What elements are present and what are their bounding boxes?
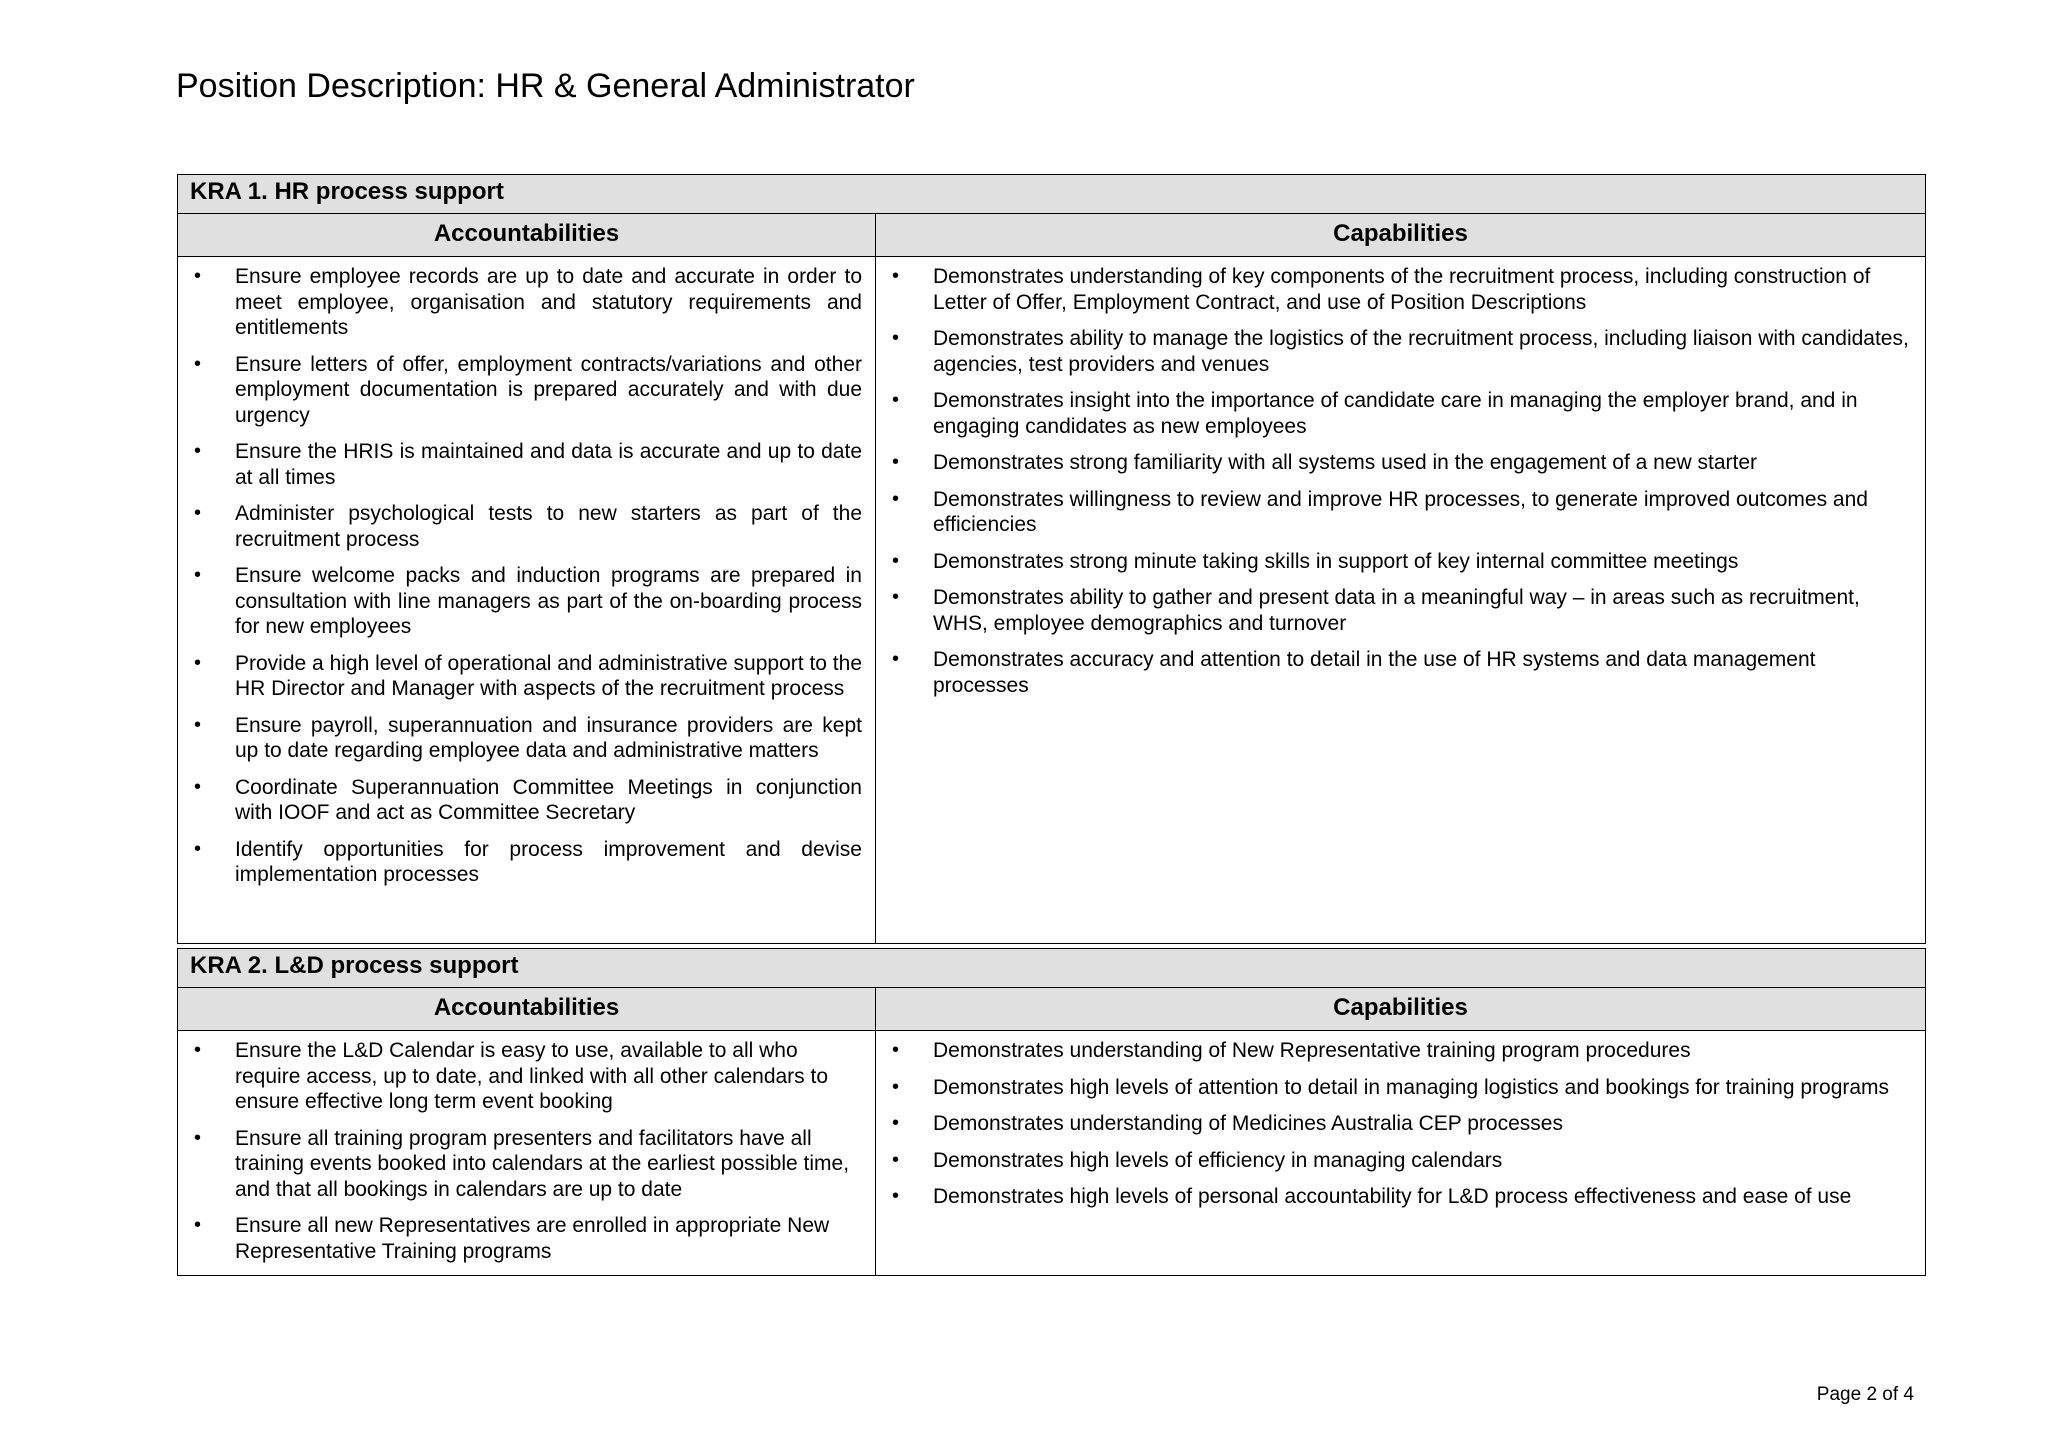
kra-2-capability-item xyxy=(877,1148,1912,1174)
kra-1-accountability-item-text: Ensure welcome packs and induction programs are prepared in consultation with line managers as part of the on-boarding process for new employees xyxy=(235,564,862,638)
kra-1-capability-item-text: Demonstrates willingness to review and improve HR processes, to generate improved outcomes and efficiencies xyxy=(933,487,1868,536)
bullet-icon: • xyxy=(892,451,900,473)
kra-2-capability-item xyxy=(877,1111,1912,1137)
kra-1-accountability-item xyxy=(179,775,862,826)
kra-2-capabilities-header: Capabilities xyxy=(876,988,1926,1031)
bullet-icon: • xyxy=(892,1075,900,1098)
bullet-icon: • xyxy=(892,487,900,510)
kra-1-capabilities-header: Capabilities xyxy=(876,214,1926,257)
kra-1-capability-item xyxy=(877,647,1912,698)
kra-2-accountability-item-text: Ensure all new Representatives are enrolled in appropriate New Representative Training programs xyxy=(235,1214,830,1263)
kra-1-capability-item xyxy=(877,450,1912,476)
kra-1-capabilities-list xyxy=(877,258,1924,708)
kra-1-accountability-item-text: Ensure the HRIS is maintained and data is accurate and up to date at all times xyxy=(235,440,862,489)
kra-1-capability-item-text: Demonstrates insight into the importance of candidate care in managing the employer brand, and in engaging candidates as new employees xyxy=(933,389,1858,438)
bullet-icon: • xyxy=(194,837,202,860)
bullet-icon: • xyxy=(892,549,900,572)
kra-1-accountabilities-header: Accountabilities xyxy=(178,214,876,257)
kra-1-capability-item-text: Demonstrates ability to manage the logistics of the recruitment process, including liaison with candidates, agencies, test providers and venues xyxy=(933,327,1909,376)
kra-2-accountabilities-list xyxy=(179,1032,874,1274)
kra-2-table xyxy=(177,948,1926,1276)
kra-1-accountabilities-list xyxy=(179,258,874,898)
kra-2-accountabilities-header: Accountabilities xyxy=(178,988,876,1031)
bullet-icon: • xyxy=(892,586,900,608)
kra-2-accountability-item-text: Ensure the L&D Calendar is easy to use, available to all who require access, up to date, and linked with all other calendars to ensure effective long term event booking xyxy=(235,1039,829,1113)
kra-2-accountability-item xyxy=(179,1038,862,1115)
kra-1-accountability-item xyxy=(179,651,862,702)
kra-1-accountability-item xyxy=(179,352,862,429)
bullet-icon: • xyxy=(892,1112,900,1134)
kra-1-capability-item xyxy=(877,487,1912,538)
kra-2-accountability-item-text: Ensure all training program presenters and facilitators have all training events booked into calendars at the earliest possible time, and that all bookings in calendars are up to date xyxy=(235,1126,850,1201)
bullet-icon: • xyxy=(892,1039,900,1061)
kra-1-capability-item xyxy=(877,549,1912,575)
kra-2-capability-item-text: Demonstrates high levels of personal accountability for L&D process effectiveness and ease of use xyxy=(933,1185,1852,1208)
bullet-icon: • xyxy=(892,1185,900,1207)
bullet-icon: • xyxy=(892,1148,900,1171)
kra-1-accountabilities-cell xyxy=(178,257,876,944)
kra-2-capability-item-text: Demonstrates understanding of Medicines Australia CEP processes xyxy=(933,1112,1563,1135)
page-number: Page 2 of 4 xyxy=(1816,1384,1914,1405)
kra-1-accountability-item xyxy=(179,439,862,490)
bullet-icon: • xyxy=(194,651,202,674)
bullet-icon: • xyxy=(194,775,202,798)
kra-1-table xyxy=(177,174,1926,944)
page-title: Position Description: HR & General Administrator xyxy=(176,67,915,105)
bullet-icon: • xyxy=(194,1039,202,1061)
kra-1-accountability-item xyxy=(179,264,862,341)
bullet-icon: • xyxy=(892,648,900,670)
kra-1-accountability-item-text: Provide a high level of operational and administrative support to the HR Director and Manager with aspects of the recruitment process xyxy=(235,651,862,700)
kra-1-accountability-item-text: Ensure letters of offer, employment contracts/variations and other employment documentation is prepared accurately and with due urgency xyxy=(235,352,862,427)
kra-1-capability-item-text: Demonstrates accuracy and attention to detail in the use of HR systems and data management processes xyxy=(933,648,1816,697)
kra-2-title: KRA 2. L&D process support xyxy=(178,949,1926,988)
kra-1-title: KRA 1. HR process support xyxy=(178,175,1926,214)
kra-2-capability-item xyxy=(877,1184,1912,1210)
kra-1-accountability-item xyxy=(179,563,862,640)
bullet-icon: • xyxy=(892,265,900,287)
bullet-icon: • xyxy=(194,352,202,375)
kra-1-capability-item-text: Demonstrates strong familiarity with all systems used in the engagement of a new starter xyxy=(933,451,1758,474)
bullet-icon: • xyxy=(194,265,202,287)
bullet-icon: • xyxy=(194,1214,202,1236)
kra-2-accountabilities-cell xyxy=(178,1031,876,1276)
bullet-icon: • xyxy=(194,1126,202,1149)
kra-1-capability-item xyxy=(877,388,1912,439)
kra-1-accountability-item xyxy=(179,501,862,552)
bullet-icon: • xyxy=(892,389,900,411)
kra-2-accountability-item xyxy=(179,1126,862,1203)
kra-1-capabilities-cell xyxy=(876,257,1926,944)
kra-1-capability-item-text: Demonstrates understanding of key components of the recruitment process, including construction of Letter of Offer, Employment Contract, and use of Position Descriptions xyxy=(933,265,1871,314)
kra-1-accountability-item-text: Administer psychological tests to new starters as part of the recruitment process xyxy=(235,502,862,551)
kra-1-accountability-item xyxy=(179,713,862,764)
kra-1-accountability-item xyxy=(179,837,862,888)
kra-2-capability-item-text: Demonstrates high levels of attention to detail in managing logistics and bookings for training programs xyxy=(933,1075,1890,1099)
kra-2-capability-item-text: Demonstrates high levels of efficiency in managing calendars xyxy=(933,1148,1503,1172)
bullet-icon: • xyxy=(194,502,202,524)
kra-1-accountability-item-text: Coordinate Superannuation Committee Meetings in conjunction with IOOF and act as Committee Secretary xyxy=(235,775,862,824)
bullet-icon: • xyxy=(194,713,202,736)
kra-2-capability-item xyxy=(877,1075,1912,1101)
kra-2-capabilities-list xyxy=(877,1032,1924,1220)
kra-1-capability-item xyxy=(877,326,1912,377)
kra-1-accountability-item-text: Ensure employee records are up to date and accurate in order to meet employee, organisation and statutory requirements and entitlements xyxy=(235,265,862,339)
kra-1-capability-item-text: Demonstrates ability to gather and present data in a meaningful way – in areas such as recruitment, WHS, employee demographics and turnover xyxy=(933,586,1860,635)
bullet-icon: • xyxy=(194,564,202,586)
kra-1-capability-item xyxy=(877,585,1912,636)
bullet-icon: • xyxy=(892,327,900,349)
kra-2-capability-item xyxy=(877,1038,1912,1064)
kra-2-accountability-item xyxy=(179,1213,862,1264)
kra-1-capability-item xyxy=(877,264,1912,315)
kra-2-capabilities-cell xyxy=(876,1031,1926,1276)
kra-1-accountability-item-text: Ensure payroll, superannuation and insurance providers are kept up to date regarding employee data and administrative matters xyxy=(235,713,862,762)
kra-1-capability-item-text: Demonstrates strong minute taking skills in support of key internal committee meetings xyxy=(933,549,1739,573)
kra-1-accountability-item-text: Identify opportunities for process improvement and devise implementation processes xyxy=(235,837,862,886)
bullet-icon: • xyxy=(194,440,202,462)
kra-2-capability-item-text: Demonstrates understanding of New Representative training program procedures xyxy=(933,1039,1691,1062)
